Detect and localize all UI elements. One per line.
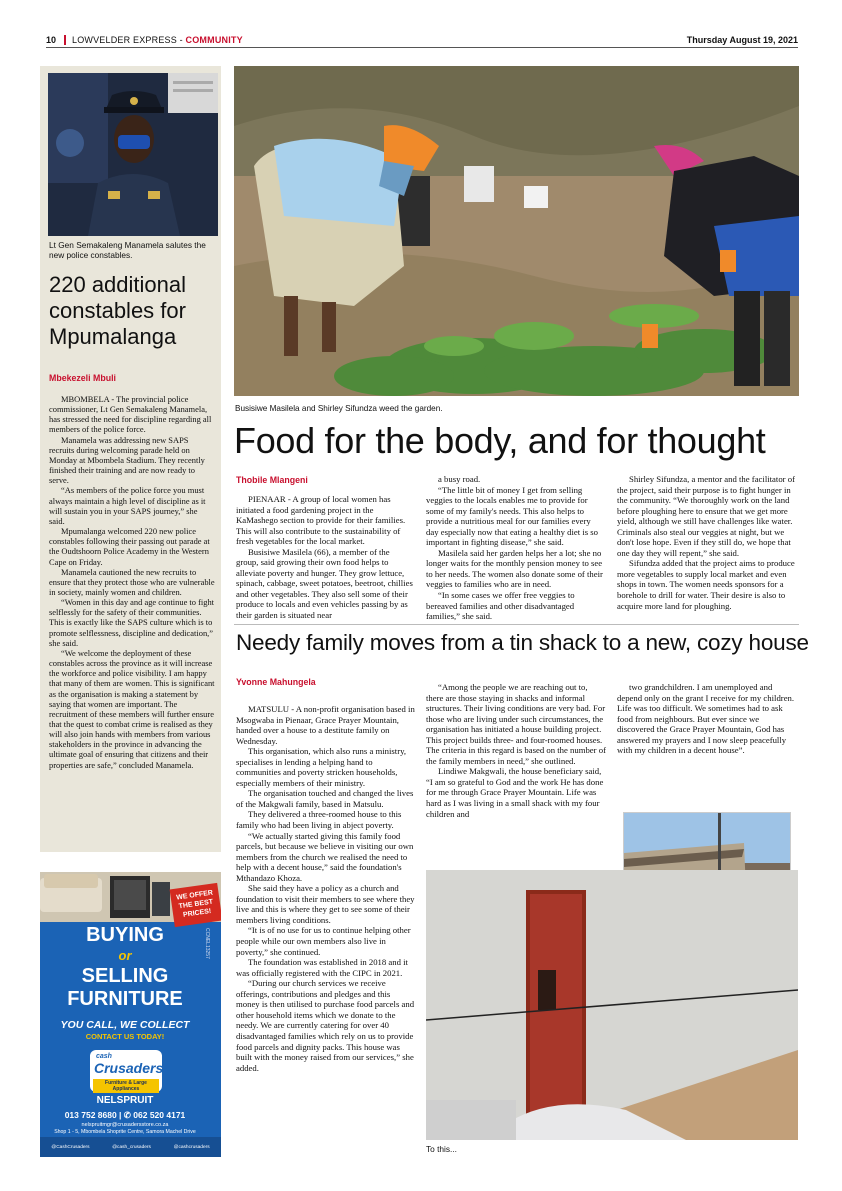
garden-byline: Thobile Mlangeni — [236, 475, 308, 485]
ad-socials-bar — [40, 1137, 221, 1157]
page-number-divider — [64, 35, 66, 45]
house-paragraph: She said they have a policy as a church and foundation to visit their members to see where they live and this is where they get to see some of their members living conditions. — [236, 883, 415, 925]
new-house-photo — [426, 870, 798, 1140]
house-paragraph: “During our church services we receive offerings, contributions and pledges and this money is then utilised to purchase food parcels and other household items which we donate to the needy. We are currently catering for over 40 disadvantaged families which rely on us to provide food parcels and dignity packs. This house was built with the money raised from our services,” she added. — [236, 978, 415, 1073]
facebook-handle: @CashCrusaders — [51, 1144, 90, 1150]
house-paragraph: “It is of no use for us to continue helping other people while our own members also live in poverty,” she continued. — [236, 925, 411, 957]
garden-headline: Food for the body, and for thought — [234, 420, 766, 461]
ad-town: NELSPRUIT — [96, 1095, 154, 1106]
ad-address: Shop 1 - 5, Mbombela Shoprite Centre, Samora Machel Drive — [54, 1129, 196, 1135]
house-paragraph: “Among the people we are reaching out to, there are those staying in shacks and informal structures. Their living conditions are very bad. For those who are living under such circumstances, the organisation has initiated a house building project. This project builds three- and four-roomed houses. The criteria in this regard is based on the number of the family members in need,” she outlined. — [426, 682, 606, 766]
garden-photo — [234, 66, 799, 396]
house-paragraph: This organisation, which also runs a ministry, specialises in lending a helping hand to communities and poverty stricken households, especially members of their ministry. — [236, 746, 407, 788]
sidebar-paragraph: Manamela cautioned the new recruits to ensure that they protect those who are vulnerable in society, mainly women and children. — [49, 566, 215, 597]
garden-paragraph: “The little bit of money I get from selling veggies to the locals enables me to provide for some of my family's needs. This also helps to provide a nutritious meal for our families every day especially now that eating a healthy diet is so important in fighting disease,” she said. — [426, 484, 599, 548]
crusaders-tagline: Furniture & Large Appliances — [93, 1079, 159, 1093]
ad-furniture: FURNITURE — [67, 988, 183, 1010]
ad-side-code: CCNEL13257 — [204, 928, 210, 959]
garden-paragraph: Sifundza added that the project aims to produce more vegetables to supply local market and even shops in town. The women needs sponsors for a borehole to drill for water. Their desire is also to acquire more land for ploughing. — [617, 558, 795, 611]
garden-illustration — [234, 66, 799, 396]
ad-selling: SELLING — [81, 965, 169, 987]
ad-contact-callout: CONTACT US TODAY! — [85, 1032, 165, 1041]
issue-date: Thursday August 19, 2021 — [686, 35, 798, 45]
house-paragraph: MATSULU - A non-profit organisation based in Msogwaba in Pienaar, Grace Prayer Mountain, handed over a house to a destitute family on Wednesday. — [236, 704, 415, 746]
garden-paragraph: Busisiwe Masilela (66), a member of the group, said growing their own food helps to alleviate poverty and hunger. They grow lettuce, spinach, cabbage, sweet potatoes, beetroot, chillies and other vegetables. They also sell some of their produce to locals and even vehicles passing by as their garden is situated near — [236, 546, 413, 621]
publication-section — [72, 35, 243, 45]
police-commissioner-illustration — [48, 73, 218, 236]
garden-paragraph: a busy road. — [438, 474, 481, 484]
publication-name: LOWVELDER EXPRESS - — [72, 35, 186, 45]
sidebar-paragraph: “Women in this day and age continue to fight selflessly for the safety of their communities. This is exactly like the SAPS culture which is to promote selflessness, discipline and dedication,” she said. — [49, 597, 215, 648]
house-paragraph: Lindiwe Makgwali, the house beneficiary said, “I am so grateful to God and the work He has done for me through Grace Prayer Mountain. Life was hard as I was living in a small shack with my four children and — [426, 766, 604, 819]
garden-photo-caption: Busisiwe Masilela and Shirley Sifundza weed the garden. — [235, 404, 443, 413]
instagram-handle: @cashcrusaders — [173, 1144, 210, 1150]
sidebar-article-body — [49, 394, 215, 770]
house-paragraph: “We actually started giving this family food parcels, but because we believe in visiting our own members from the church we realised the need to help with a decent house,” said the foundation's Mthandazo Khoza. — [236, 830, 414, 883]
sidebar-photo-caption: Lt Gen Semakaleng Manamela salutes the new police constables. — [49, 240, 206, 260]
house-article-column-3 — [617, 682, 797, 756]
house-byline: Yvonne Mahungela — [236, 677, 316, 687]
house-paragraph: The organisation touched and changed the lives of the Makgwali family, based in Matsulu. — [236, 788, 414, 809]
house-paragraph: two grandchildren. I am unemployed and depend only on the grant I receive for my children. Life was too difficult. We sometimes had to ask food from neighbours. But ever since we discovered the Grace Prayer Mountain, God has answered my prayers and I now sleep peacefully with my children in a decent house”. — [617, 682, 795, 756]
sidebar-paragraph: “We welcome the deployment of these constables across the province as it will increase the workforce and police visibility. I am happy that many of them are women. This is significant as the organisation is making a statement by saying that women are important. The recruitment of these members will further ensure that the quest to combat crime is realised as they will also join hands with members from various stakeholders in the province in advancing the ultimate goal of ensuring that citizens and their properties are safe,” concluded Manamela. — [49, 647, 215, 770]
house-article-column-1 — [236, 704, 415, 1073]
garden-article-column-1 — [236, 494, 414, 621]
story-divider — [234, 624, 799, 625]
crusaders-logo-small: cash — [96, 1053, 112, 1060]
after-photo-caption: To this... — [426, 1144, 457, 1154]
ad-slogan: YOU CALL, WE COLLECT — [60, 1019, 190, 1031]
police-commissioner-photo — [48, 73, 218, 236]
sidebar-headline: 220 additional constables for Mpumalanga — [49, 272, 187, 349]
page-number: 10 — [46, 35, 57, 45]
garden-paragraph: Masilela said her garden helps her a lot; she no longer waits for the monthly pension money to see to her needs. The women also donate some of their veggies to families who are in need. — [426, 547, 603, 590]
garden-paragraph: PIENAAR - A group of local women has initiated a food gardening project in the KaMashego section to provide for their families. This will also contribute to the sustainability of fresh vegetables for the local market. — [236, 494, 406, 547]
sidebar-paragraph: Mpumalanga welcomed 220 new police constables following their passing out parade at the Oudtshoorn Police Academy in the Western Cape on Friday. — [49, 526, 210, 567]
sidebar-byline: Mbekezeli Mbuli — [49, 373, 116, 383]
garden-article-column-2 — [426, 474, 604, 622]
crusaders-logo: Crusaders — [94, 1060, 164, 1076]
sidebar-paragraph: MBOMBELA - The provincial police commissioner, Lt Gen Semakaleng Manamela, has stressed the need for discipline regarding all members of the police force. — [49, 394, 212, 435]
house-article-column-2 — [426, 682, 606, 819]
house-paragraph: They delivered a three-roomed house to this family who had been living in abject poverty. — [236, 809, 402, 831]
garden-article-column-3 — [617, 474, 797, 611]
furniture-advertisement — [40, 872, 221, 1157]
ad-phones: 013 752 8680 | ✆ 062 520 4171 — [64, 1110, 186, 1120]
house-paragraph: The foundation was established in 2018 and it was officially registered with the CIPC in 2021. — [236, 957, 408, 978]
header-rule — [46, 47, 798, 48]
ad-buying: BUYING — [86, 924, 164, 946]
garden-paragraph: Shirley Sifundza, a mentor and the facilitator of the project, said their purpose is to fight hunger in the community. “We thoroughly work on the land before ploughing here to ensure that we get more yield, although we still have challenges like water. Criminals also steal our veggies at night, but we don't lose hope. Even if they still do, we hope that one day they will repent,” she said. — [617, 474, 795, 558]
new-house-illustration — [426, 870, 798, 1140]
section-name: COMMUNITY — [185, 35, 243, 45]
twitter-handle: @cash_crusaders — [112, 1144, 151, 1150]
sidebar-paragraph: Manamela was addressing new SAPS recruits during welcoming parade held on Monday at Mbombela Stadium. They recently finished their training and are now ready to serve. — [49, 434, 205, 486]
garden-paragraph: “In some cases we offer free veggies to bereaved families and other disadvantaged families,” she said. — [426, 590, 575, 622]
best-prices-badge: WE OFFER THE BEST PRICES! — [170, 883, 221, 927]
crusaders-logo-box — [90, 1050, 162, 1092]
house-headline: Needy family moves from a tin shack to a new, cozy house — [236, 630, 809, 655]
sidebar-paragraph: “As members of the police force you must always maintain a high level of discipline as it will sustain you in your SAPS journey,” she said. — [49, 485, 206, 526]
ad-email: nelspruitmgr@crusadersstore.co.za — [81, 1122, 169, 1128]
ad-or: or — [118, 948, 132, 963]
